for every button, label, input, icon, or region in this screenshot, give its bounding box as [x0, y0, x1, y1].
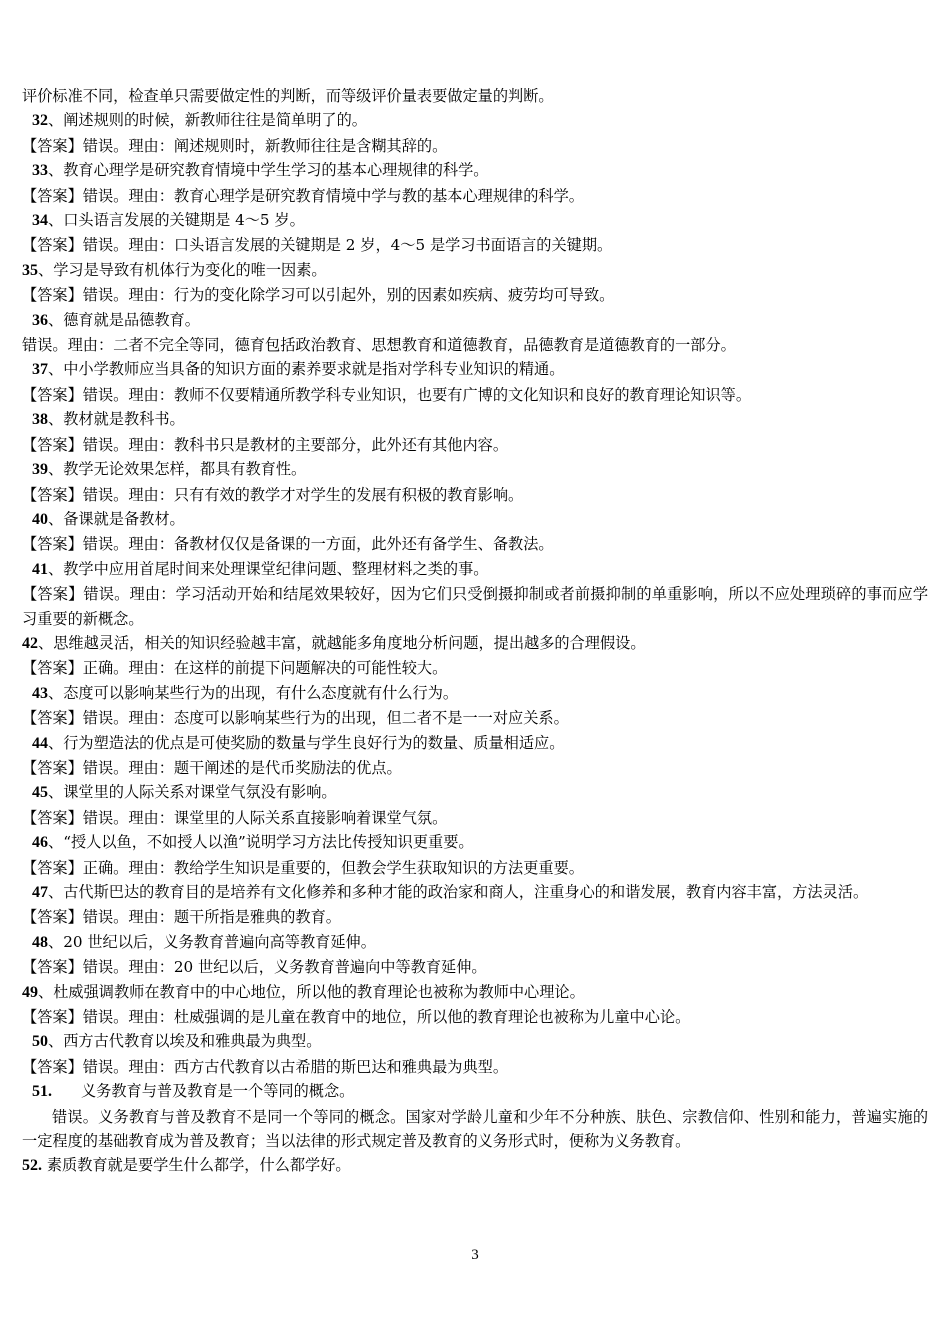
line-text: 【答案】错误。理由：阐述规则时，新教师往往是含糊其辞的。: [22, 136, 448, 155]
question-number: 42: [22, 634, 38, 652]
line-text: 【答案】错误。理由：教师不仅要精通所教学科专业知识，也要有广博的文化知识和良好的教育理论知识等。: [22, 385, 751, 404]
text-line: [22, 532, 928, 556]
line-text: 【答案】错误。理由：只有有效的教学才对学生的发展有积极的教育影响。: [22, 485, 524, 504]
line-text: 素质教育就是要学生什么都学，什么都学好。: [42, 1156, 351, 1175]
text-line: [22, 780, 928, 805]
text-line: [22, 806, 928, 830]
line-text: 评价标准不同，检查单只需要做定性的判断，而等级评价量表要做定量的判断。: [22, 87, 554, 105]
line-text: 【答案】错误。理由：20 世纪以后，义务教育普遍向中等教育延伸。: [22, 958, 487, 977]
line-text: 、态度可以影响某些行为的出现，有什么态度就有什么行为。: [48, 683, 459, 702]
text-line: [22, 258, 928, 283]
text-line: [22, 1005, 928, 1029]
text-line: [22, 333, 928, 357]
line-text: 义务教育与普及教育是一个等同的概念。: [52, 1082, 355, 1101]
line-text: 【答案】错误。理由：学习活动开始和结尾效果较好，因为它们只受倒摄抑制或者前摄抑制的单重影响，所以不应处理琐碎的事而应学习重要的新概念。: [22, 585, 928, 628]
line-text: 【答案】错误。理由：西方古代教育以古希腊的斯巴达和雅典最为典型。: [22, 1057, 508, 1076]
text-line: [22, 383, 928, 407]
question-number: 36: [32, 311, 48, 329]
text-line: [22, 357, 928, 382]
question-number: 38: [32, 411, 48, 429]
line-text: 【答案】正确。理由：教给学生知识是重要的，但教会学生获取知识的方法更重要。: [22, 858, 584, 877]
line-text: 【答案】错误。理由：题干所指是雅典的教育。: [22, 908, 341, 927]
line-text: 、教学中应用首尾时间来处理课堂纪律问题、整理材料之类的事。: [48, 559, 489, 578]
line-text: 【答案】错误。理由：行为的变化除学习可以引起外，别的因素如疾病、疲劳均可导致。: [22, 286, 615, 305]
question-number: 34: [32, 212, 48, 230]
question-number: 52.: [22, 1157, 42, 1175]
text-line: [22, 955, 928, 979]
text-line: [22, 1105, 928, 1154]
text-line: [22, 1055, 928, 1079]
question-number: 44: [32, 734, 48, 752]
line-text: 、中小学教师应当具备的知识方面的素养要求就是指对学科专业知识的精通。: [48, 360, 565, 379]
text-line: [22, 507, 928, 532]
line-text: 、课堂里的人际关系对课堂气氛没有影响。: [48, 783, 337, 802]
line-text: 【答案】错误。理由：教科书只是教材的主要部分，此外还有其他内容。: [22, 435, 508, 454]
text-line: [22, 856, 928, 880]
question-number: 45: [32, 784, 48, 802]
text-line: [22, 980, 928, 1005]
text-line: [22, 158, 928, 183]
question-number: 39: [32, 461, 48, 479]
line-text: 、学习是导致有机体行为变化的唯一因素。: [38, 260, 327, 279]
line-text: 【答案】错误。理由：教育心理学是研究教育情境中学与教的基本心理规律的科学。: [22, 186, 584, 205]
line-text: 、行为塑造法的优点是可使奖励的数量与学生良好行为的数量、质量相适应。: [48, 733, 565, 752]
question-number: 32: [32, 112, 48, 130]
line-text: 、杜威强调教师在教育中的中心地位，所以他的教育理论也被称为教师中心理论。: [38, 982, 585, 1001]
text-line: [22, 134, 928, 158]
text-line: [22, 208, 928, 233]
text-line: [22, 108, 928, 133]
question-number: 51.: [32, 1083, 52, 1101]
question-number: 47: [32, 884, 48, 901]
line-text: 【答案】错误。理由：口头语言发展的关键期是 2 岁，4～5 是学习书面语言的关键期。: [22, 236, 613, 255]
line-text: 、口头语言发展的关键期是 4～5 岁。: [48, 211, 305, 230]
text-line: [22, 731, 928, 756]
line-text: 、西方古代教育以埃及和雅典最为典型。: [48, 1032, 322, 1051]
text-line: [22, 1079, 928, 1104]
question-number: 40: [32, 510, 48, 528]
text-line: [22, 184, 928, 208]
text-line: [22, 407, 928, 432]
line-text: 、备课就是备教材。: [48, 509, 185, 528]
question-number: 35: [22, 261, 38, 279]
text-line: [22, 582, 928, 631]
question-number: 50: [32, 1033, 48, 1051]
question-number: 48: [32, 933, 48, 951]
line-text: 、教育心理学是研究教育情境中学生学习的基本心理规律的科学。: [48, 161, 489, 180]
text-line: [22, 283, 928, 307]
line-text: 、教材就是教科书。: [48, 410, 185, 429]
text-line: [22, 433, 928, 457]
line-text: 、古代斯巴达的教育目的是培养有文化修养和多种才能的政治家和商人，注重身心的和谐发展，教育内容丰富，方法灵活。: [48, 883, 869, 901]
line-text: 、教学无论效果怎样，都具有教育性。: [48, 460, 307, 479]
line-text: 、20 世纪以后，义务教育普遍向高等教育延伸。: [48, 932, 376, 951]
text-line: [22, 706, 928, 730]
question-number: 33: [32, 162, 48, 180]
line-text: 【答案】错误。理由：课堂里的人际关系直接影响着课堂气氛。: [22, 808, 448, 827]
text-line: [22, 84, 928, 108]
question-number: 43: [32, 684, 48, 702]
text-line: [22, 483, 928, 507]
line-text: 【答案】正确。理由：在这样的前提下问题解决的可能性较大。: [22, 659, 448, 678]
line-text: 错误。义务教育与普及教育不是同一个等同的概念。国家对学龄儿童和少年不分种族、肤色、宗教信仰、性别和能力，普遍实施的一定程度的基础教育成为普及教育；当以法律的形式规定普及教育的义务形式时，便称为义务教育。: [22, 1107, 928, 1151]
line-text: 【答案】错误。理由：杜威强调的是儿童在教育中的地位，所以他的教育理论也被称为儿童中心论。: [22, 1008, 691, 1027]
text-line: [22, 631, 928, 656]
line-text: 【答案】错误。理由：态度可以影响某些行为的出现，但二者不是一一对应关系。: [22, 709, 569, 728]
text-line: [22, 1029, 928, 1054]
text-line: [22, 905, 928, 929]
question-number: 41: [32, 560, 48, 578]
line-text: 、德育就是品德教育。: [48, 310, 200, 329]
text-line: [22, 557, 928, 582]
text-line: [22, 308, 928, 333]
text-line: [22, 930, 928, 955]
text-line: [22, 756, 928, 780]
text-line: [22, 656, 928, 680]
question-number: 49: [22, 983, 38, 1001]
text-line: [22, 1153, 928, 1178]
text-line: [22, 830, 928, 855]
line-text: 、思维越灵活，相关的知识经验越丰富，就越能多角度地分析问题，提出越多的合理假设。: [38, 633, 646, 652]
question-number: 37: [32, 361, 48, 379]
text-line: [22, 681, 928, 706]
line-text: 【答案】错误。理由：备教材仅仅是备课的一方面，此外还有备学生、备教法。: [22, 535, 554, 554]
text-line: [22, 233, 928, 257]
line-text: 、阐述规则的时候，新教师往往是简单明了的。: [48, 111, 367, 130]
line-text: 错误。理由：二者不完全等同，德育包括政治教育、思想教育和道德教育，品德教育是道德教育的一部分。: [22, 336, 736, 355]
text-line: [22, 880, 928, 905]
line-text: 【答案】错误。理由：题干阐述的是代币奖励法的优点。: [22, 758, 402, 777]
line-text: 、“授人以鱼，不如授人以渔”说明学习方法比传授知识更重要。: [48, 833, 474, 852]
question-number: 46: [32, 834, 48, 852]
text-line: [22, 457, 928, 482]
page-number: 3: [471, 1247, 479, 1263]
